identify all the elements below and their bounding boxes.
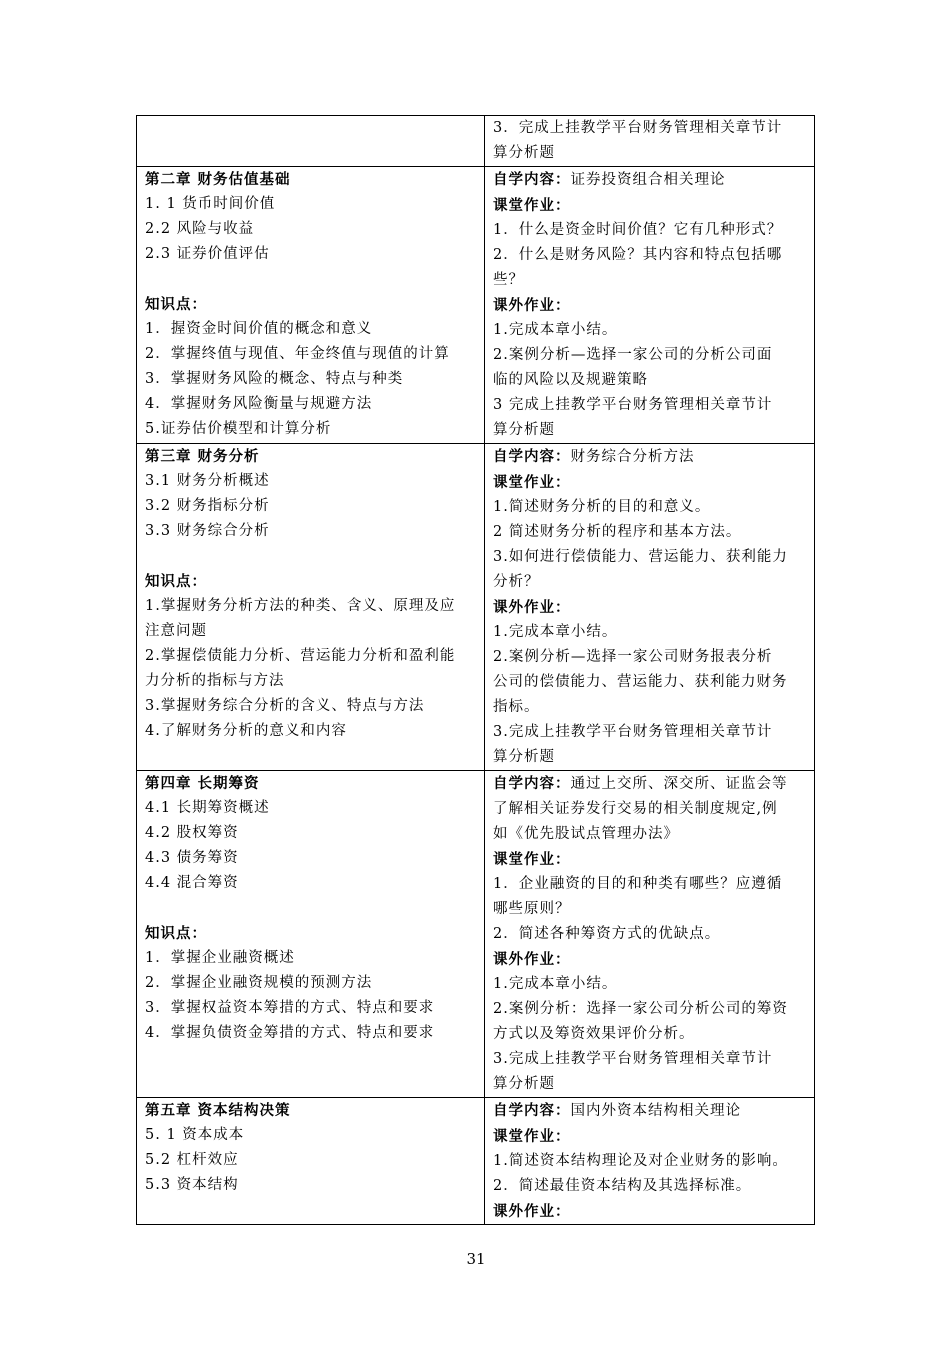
homework-item: 临的风险以及规避策略 [493,372,648,388]
homework-item: 2.案例分析：选择一家公司分析公司的筹资 [493,1001,788,1017]
knowledge-point: 1.掌握财务分析方法的种类、含义、原理及应 [145,598,456,614]
homework-item: 3 完成上挂教学平台财务管理相关章节计 [493,397,773,413]
knowledge-point: 2.掌握偿债能力分析、营运能力分析和盈利能 [145,648,456,664]
table-row [137,167,815,444]
section-item: 2.2 风险与收益 [145,221,255,237]
classwork-item: 2．简述最佳资本结构及其选择标准。 [493,1178,752,1194]
knowledge-point: 4．掌握负债资金筹措的方式、特点和要求 [145,1025,435,1041]
homework-label: 课外作业： [493,297,571,314]
table-row [137,444,815,771]
homework-item: 算分析题 [493,422,555,438]
assignment-cell [485,116,815,167]
homework-item: 1.完成本章小结。 [493,976,618,992]
chapter-cell [137,167,485,444]
classwork-item: 2 简述财务分析的程序和基本方法。 [493,524,742,540]
homework-item: 1.完成本章小结。 [493,624,618,640]
classwork-item: 些？ [493,272,524,288]
table-row [137,1098,815,1225]
knowledge-point: 2．掌握终值与现值、年金终值与现值的计算 [145,346,450,362]
knowledge-point: 3.掌握财务综合分析的含义、特点与方法 [145,698,425,714]
chapter-heading: 第二章 财务估值基础 [145,171,291,188]
knowledge-point: 4.了解财务分析的意义和内容 [145,723,347,739]
self-study-text: 通过上交所、深交所、证监会等 [570,776,788,792]
spacer [145,896,478,921]
knowledge-point: 3．掌握财务风险的概念、特点与种类 [145,371,404,387]
homework-item: 算分析题 [493,749,555,765]
homework-label: 课外作业： [493,599,571,616]
spacer [145,544,478,569]
homework-item: 2.案例分析—选择一家公司财务报表分析 [493,649,773,665]
classwork-label: 课堂作业： [493,197,571,214]
knowledge-points-label: 知识点： [145,573,207,590]
section-item: 3.3 财务综合分析 [145,523,270,539]
assignment-cell [485,444,815,771]
spacer [145,267,478,292]
assignment-cell [485,167,815,444]
homework-item: 指标。 [493,699,540,715]
section-item: 4.1 长期筹资概述 [145,800,270,816]
self-study-line [493,167,808,193]
classwork-item: 哪些原则？ [493,901,571,917]
self-study-label: 自学内容： [493,171,571,188]
page-number: 31 [466,1250,486,1268]
section-item: 4.4 混合筹资 [145,875,239,891]
knowledge-point: 注意问题 [145,623,207,639]
self-study-label: 自学内容： [493,775,571,792]
homework-item: 2.案例分析—选择一家公司的分析公司面 [493,347,773,363]
homework-item: 方式以及筹资效果评价分析。 [493,1026,695,1042]
classwork-item: 1．企业融资的目的和种类有哪些？应遵循 [493,876,783,892]
classwork-label: 课堂作业： [493,851,571,868]
table-row [137,116,815,167]
self-study-text: 如《优先股试点管理办法》 [493,826,679,842]
homework-item: 公司的偿债能力、营运能力、获利能力财务 [493,674,788,690]
classwork-item: 1.简述资本结构理论及对企业财务的影响。 [493,1153,788,1169]
self-study-line [493,444,808,470]
classwork-item: 2．什么是财务风险？其内容和特点包括哪 [493,247,783,263]
assignment-cell [485,1098,815,1225]
knowledge-point: 力分析的指标与方法 [145,673,285,689]
classwork-item: 分析？ [493,574,540,590]
self-study-line [493,771,808,797]
homework-item: 3.完成上挂教学平台财务管理相关章节计 [493,1051,773,1067]
knowledge-points-label: 知识点： [145,925,207,942]
section-item: 5. 1 资本成本 [145,1127,245,1143]
classwork-label: 课堂作业： [493,474,571,491]
knowledge-point: 5.证券估价模型和计算分析 [145,421,332,437]
knowledge-point: 1．握资金时间价值的概念和意义 [145,321,373,337]
homework-item: 1.完成本章小结。 [493,322,618,338]
assignment-line: 3．完成上挂教学平台财务管理相关章节计 [493,120,783,136]
chapter-heading: 第三章 财务分析 [145,448,260,465]
chapter-cell [137,771,485,1098]
knowledge-point: 4．掌握财务风险衡量与规避方法 [145,396,373,412]
table-row [137,771,815,1098]
knowledge-point: 1．掌握企业融资概述 [145,950,295,966]
knowledge-point: 3．掌握权益资本筹措的方式、特点和要求 [145,1000,435,1016]
table-body [137,116,815,1225]
syllabus-table [136,115,815,1225]
self-study-line [493,1098,808,1124]
self-study-text: 证券投资组合相关理论 [570,172,726,188]
section-item: 3.2 财务指标分析 [145,498,270,514]
section-item: 3.1 财务分析概述 [145,473,270,489]
classwork-item: 3.如何进行偿债能力、营运能力、获利能力 [493,549,788,565]
classwork-label: 课堂作业： [493,1128,571,1145]
section-item: 1. 1 货币时间价值 [145,196,276,212]
chapter-heading: 第四章 长期筹资 [145,775,260,792]
classwork-item: 1．什么是资金时间价值？它有几种形式？ [493,222,783,238]
classwork-item: 1.简述财务分析的目的和意义。 [493,499,711,515]
homework-label: 课外作业： [493,951,571,968]
assignment-line: 算分析题 [493,145,555,161]
self-study-label: 自学内容： [493,448,571,465]
chapter-heading: 第五章 资本结构决策 [145,1102,291,1119]
section-item: 5.2 杠杆效应 [145,1152,239,1168]
homework-label: 课外作业： [493,1203,571,1220]
self-study-text: 财务综合分析方法 [570,449,695,465]
self-study-text: 国内外资本结构相关理论 [570,1103,741,1119]
chapter-cell [137,1098,485,1225]
chapter-cell [137,116,485,167]
section-item: 4.2 股权筹资 [145,825,239,841]
assignment-cell [485,771,815,1098]
knowledge-points-label: 知识点： [145,296,207,313]
homework-item: 3.完成上挂教学平台财务管理相关章节计 [493,724,773,740]
section-item: 4.3 债务筹资 [145,850,239,866]
homework-item: 算分析题 [493,1076,555,1092]
knowledge-point: 2．掌握企业融资规模的预测方法 [145,975,373,991]
self-study-text: 了解相关证券发行交易的相关制度规定,例 [493,801,778,817]
self-study-label: 自学内容： [493,1102,571,1119]
section-item: 5.3 资本结构 [145,1177,239,1193]
classwork-item: 2．简述各种筹资方式的优缺点。 [493,926,721,942]
chapter-cell [137,444,485,771]
section-item: 2.3 证券价值评估 [145,246,270,262]
